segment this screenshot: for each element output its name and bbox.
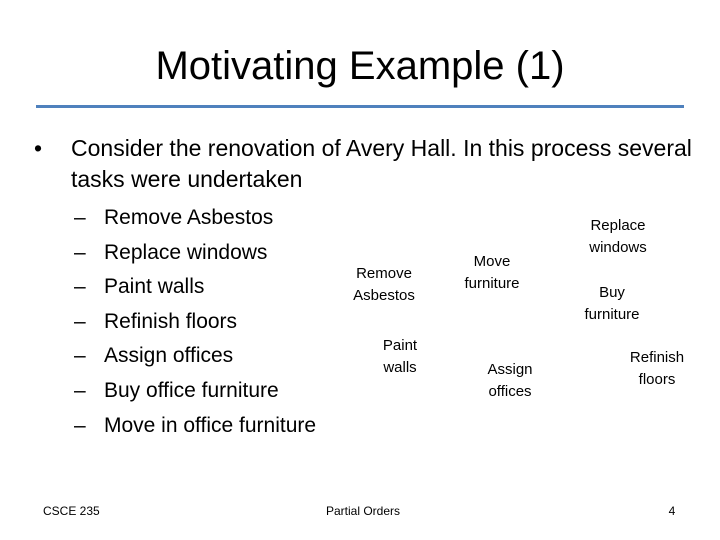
slide-title: Motivating Example (1)	[155, 44, 565, 88]
node-paint-walls	[360, 335, 440, 379]
node-line: Asbestos	[353, 287, 415, 304]
title-divider	[36, 105, 684, 108]
task-item	[74, 305, 316, 340]
node-remove-asbestos	[339, 263, 429, 307]
footer-topic: Partial Orders	[325, 504, 401, 518]
task-text: Replace windows	[104, 240, 268, 264]
task-item	[74, 409, 316, 444]
node-line: Remove	[356, 265, 412, 282]
task-text: Move in office furniture	[104, 413, 317, 437]
node-refinish-floors	[612, 347, 702, 391]
node-line: Refinish	[629, 349, 685, 366]
task-text: Remove Asbestos	[104, 206, 274, 229]
task-text: Assign offices	[104, 344, 234, 368]
dash-marker: –	[74, 275, 86, 299]
node-replace-windows	[573, 215, 663, 259]
node-line: furniture	[584, 306, 640, 323]
node-assign-offices	[465, 359, 555, 403]
dash-marker: –	[74, 344, 86, 368]
node-line: Assign	[487, 361, 533, 378]
node-line: Paint	[382, 337, 418, 354]
task-text: Buy office furniture	[104, 378, 279, 402]
bullet-marker: •	[34, 135, 43, 161]
task-item	[74, 374, 316, 409]
node-line: windows	[589, 239, 647, 256]
task-item	[74, 270, 316, 305]
node-line: Move	[473, 253, 511, 270]
task-item	[74, 339, 316, 374]
node-line: floors	[638, 371, 676, 388]
node-line: offices	[488, 383, 532, 400]
dash-marker: –	[74, 309, 86, 333]
node-line: walls	[383, 359, 417, 376]
main-bullet	[34, 133, 694, 195]
footer-page-number: 4	[668, 504, 676, 518]
bullet-text: Consider the renovation of Avery Hall. In this process several tasks were undertaken	[71, 135, 692, 192]
dash-marker: –	[74, 378, 86, 402]
node-line: Replace	[590, 217, 646, 234]
task-text: Refinish floors	[104, 309, 238, 333]
node-move-furniture	[447, 251, 537, 295]
dash-marker: –	[74, 240, 86, 264]
dash-marker: –	[74, 206, 86, 229]
task-item	[74, 201, 316, 236]
task-item	[74, 236, 316, 271]
node-line: Buy	[599, 284, 625, 301]
task-text: Paint walls	[104, 275, 205, 299]
dash-marker: –	[74, 413, 86, 437]
node-buy-furniture	[567, 282, 657, 326]
task-list	[74, 201, 316, 443]
footer-course: CSCE 235	[43, 504, 100, 518]
node-line: furniture	[464, 275, 520, 292]
